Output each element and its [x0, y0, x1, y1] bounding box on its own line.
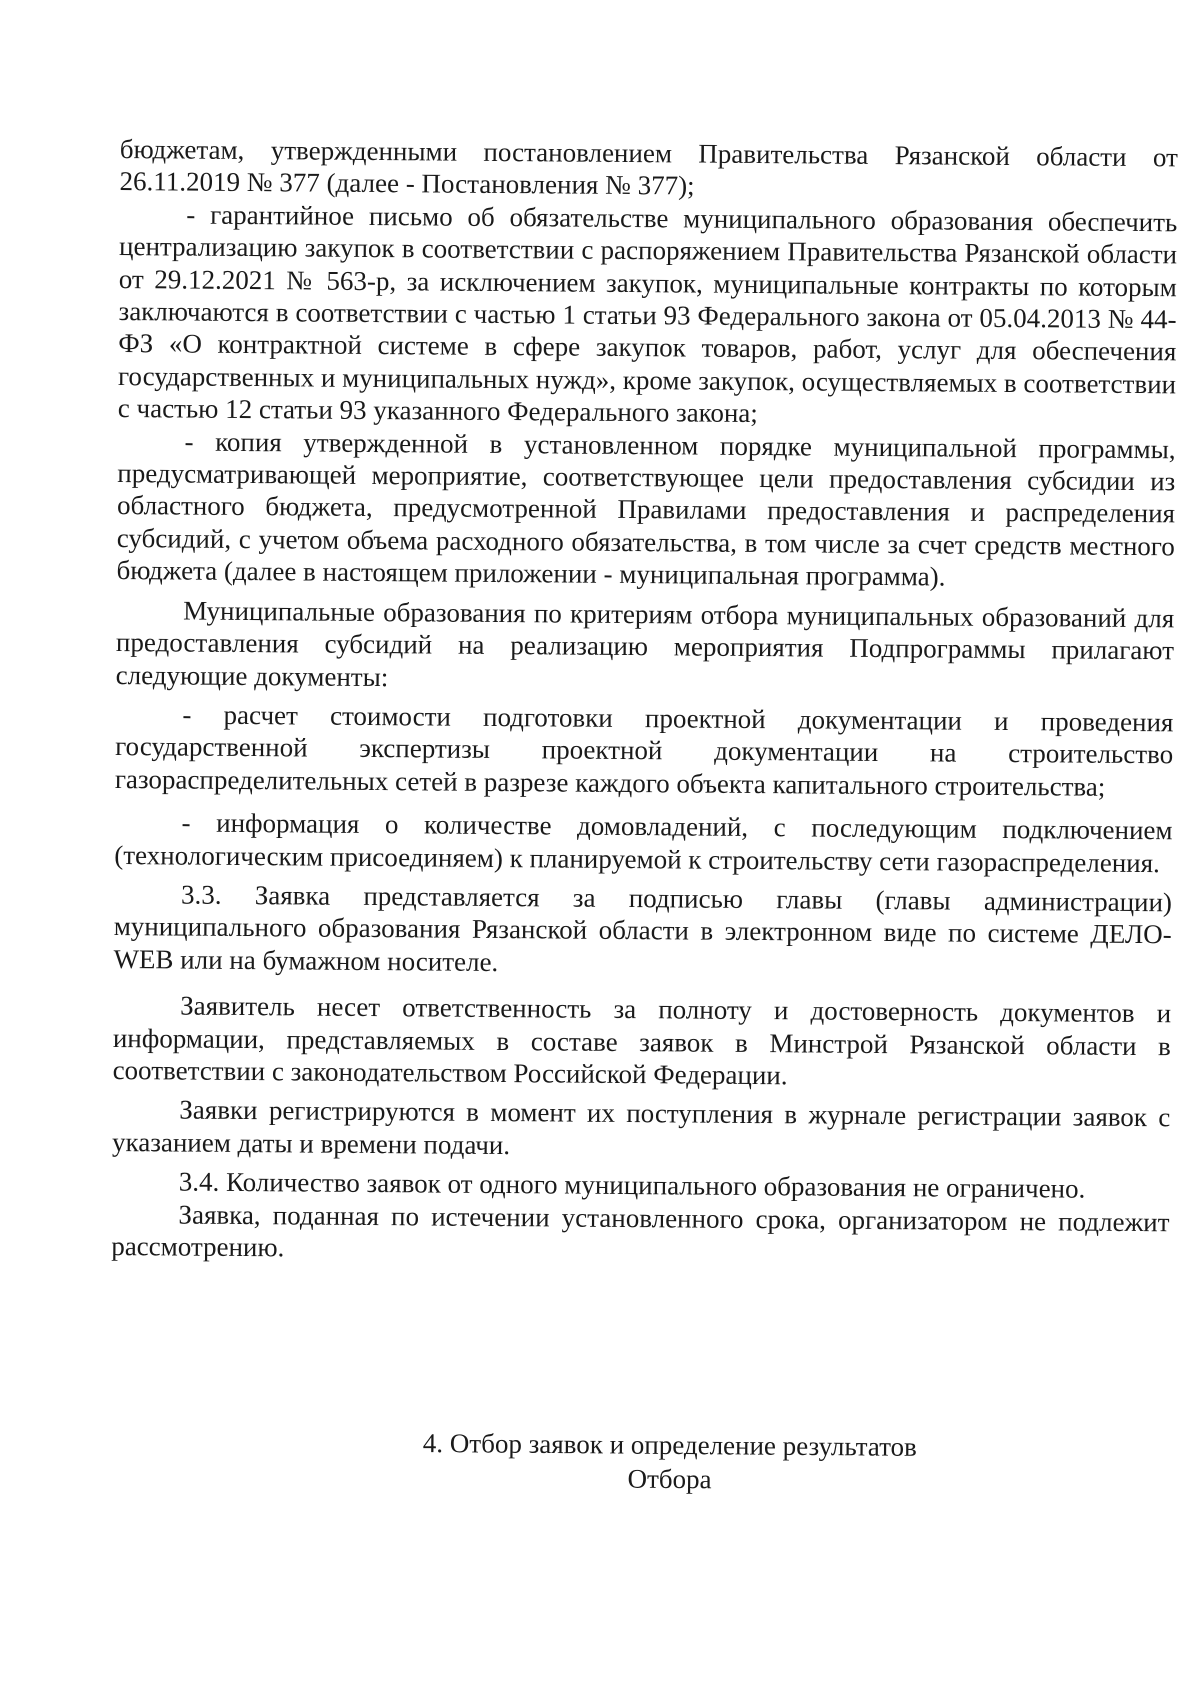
paragraph-section-3-4: 3.4. Количество заявок от одного муниципального образования не ограничено. [178, 1166, 1086, 1204]
paragraph-cost-calculation: - расчет стоимости подготовки проектной документации и проведения государственной экспертизы проектной документации на строительство газораспределительных сетей в разрезе каждого объекта капитального строительства; [114, 699, 1174, 802]
section-heading [299, 1425, 1040, 1499]
section-heading-line1: 4. Отбор заявок и определение результатов [422, 1427, 917, 1462]
document-body [111, 133, 1178, 1271]
paragraph-criteria-documents: Муниципальные образования по критериям отбора муниципальных образований для предоставления субсидий на реализацию мероприятия Подпрограммы прилагают следующие документы: [115, 595, 1175, 692]
paragraph-program-copy: - копия утвержденной в установленном порядке муниципальной программы, предусматривающей мероприятие, соответствующее цели предоставления субсидии из областного бюджета, предусмотренной Правилами предоставления и распределения субсидий, с учетом объема расходного обязательства, в том числе за счет средств местного бюджета (далее в настоящем приложении - муниципальная программа). [116, 426, 1176, 592]
section-heading-line2: Отбора [627, 1463, 712, 1495]
paragraph-late-application: Заявка, поданная по истечении установленного срока, организатором не подлежит рассмотрению. [111, 1199, 1170, 1263]
paragraph-budget-reference: бюджетам, утвержденными постановлением Правительства Рязанской области от 26.11.2019 № 377 (далее - Постановления № 377); [119, 133, 1178, 201]
paragraph-registration: Заявки регистрируются в момент их поступления в журнале регистрации заявок с указанием даты и времени подачи. [111, 1094, 1171, 1160]
paragraph-applicant-responsibility: Заявитель несет ответственность за полноту и достоверность документов и информации, представляемых в составе заявок в Минстрой Рязанской области в соответствии с законодательством Российской Федерации. [112, 990, 1172, 1091]
paragraph-guarantee-letter: - гарантийное письмо об обязательстве муниципального образования обеспечить централизацию закупок в соответствии с распоряжением Правительства Рязанской области от 29.12.2021 № 563-р, за исключением закупок, муниципальные контракты по которым заключаются в соответствии с частью 1 статьи 93 Федерального закона от 05.04.2013 № 44-ФЗ «О контрактной системе в сфере закупок товаров, работ, услуг для обеспечения государственных и муниципальных нужд», кроме закупок, осуществляемых в соответствии с частью 12 статьи 93 указанного Федерального закона; [117, 199, 1178, 429]
paragraph-section-3-3: 3.3. Заявка представляется за подписью главы (главы администрации) муниципального образования Рязанской области в электронном виде по системе ДЕЛО-WEB или на бумажном носителе. [113, 879, 1173, 977]
paragraph-households-info: - информация о количестве домовладений, с последующим подключением (технологическим присоединяем) к планируемой к строительству сети газораспределения. [114, 807, 1173, 878]
